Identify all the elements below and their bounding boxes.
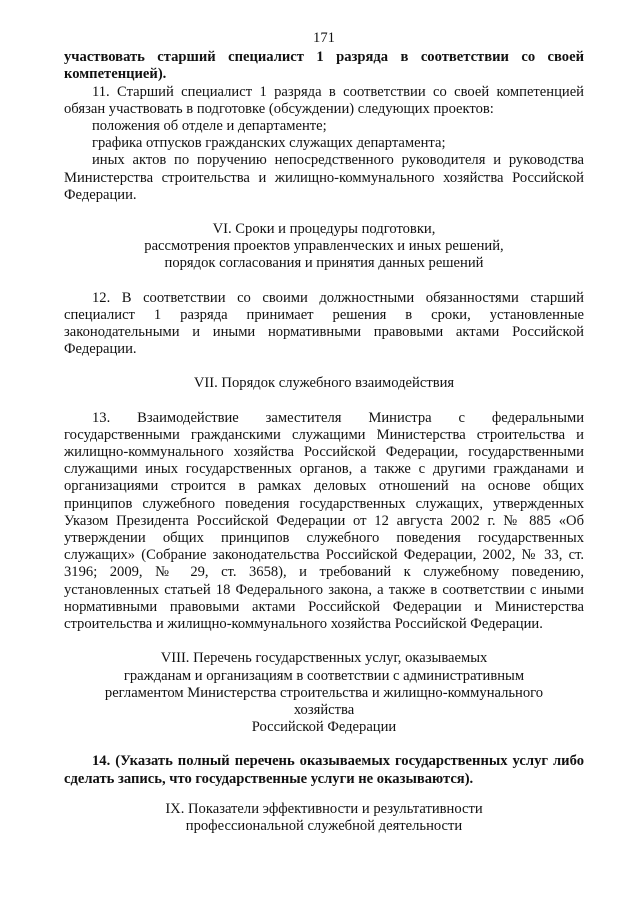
paragraph-14-number: 14.: [92, 753, 111, 770]
section-8-heading-line-4: хозяйства: [293, 701, 355, 718]
section-8-heading-line-2: гражданам и организациям в соответствии с административным: [123, 667, 525, 684]
section-8-heading-line-3: регламентом Министерства строительства и жилищно-коммунального: [104, 684, 544, 701]
paragraph-11-item-2: графика отпусков гражданских служащих департамента;: [92, 135, 446, 152]
page-number: 171: [313, 30, 335, 46]
section-6-heading-line-1: VI. Сроки и процедуры подготовки,: [212, 221, 436, 238]
paragraph-11-item-1: положения об отделе и департаменте;: [92, 118, 327, 135]
paragraph-13: 13. Взаимодействие заместителя Министра с федеральными государственными гражданскими служащими Министерства строительства и жилищно-коммунального хозяйства Российской Федерации, государственными служащими иных государственных органов, а также с другими гражданами и организациями строится в рамках деловых отношений на основе общих принципов служебного поведения государственных служащих, утвержденных Указом Президента Российской Федерации от 12 августа 2002 г. № 885 «Об утверждении общих принципов служебного поведения государственных служащих» (Собрание законодательства Российской Федерации, 2002, № 33, ст. 3196; 2009, № 29, ст. 3658), и требований к служебному поведению, установленных статьей 18 Федерального закона, а также в соответствии с иными нормативными правовыми актами Российской Федерации и Министерства строительства и жилищно-коммунального хозяйства Российской Федерации.: [64, 409, 584, 633]
paragraph-14-text: (Указать полный перечень оказываемых государственных услуг либо сделать запись, что государственные услуги не оказываются).: [64, 753, 584, 787]
paragraph-11: 11. Старший специалист 1 разряда в соответствии со своей компетенцией обязан участвовать в подготовке (обсуждении) следующих проектов:: [64, 83, 584, 117]
section-9-heading-line-2: профессиональной служебной деятельности: [185, 817, 463, 834]
section-9-heading-line-1: IX. Показатели эффективности и результативности: [165, 800, 483, 817]
section-6-heading-line-3: порядок согласования и принятия данных решений: [164, 255, 484, 272]
section-8-heading-line-5: Российской Федерации: [251, 719, 397, 736]
paragraph-12: 12. В соответствии со своими должностными обязанностями старший специалист 1 разряда принимает решения в сроки, установленные законодательными и иными нормативными правовыми актами Российской Федерации.: [64, 289, 584, 358]
intro-paragraph: участвовать старший специалист 1 разряда в соответствии со своей компетенцией).: [64, 49, 584, 83]
paragraph-14: [64, 753, 584, 787]
paragraph-11-item-3: иных актов по поручению непосредственного руководителя и руководства Министерства строительства и жилищно-коммунального хозяйства Российской Федерации.: [64, 152, 584, 203]
document-page: [64, 30, 584, 835]
section-6-heading-line-2: рассмотрения проектов управленческих и иных решений,: [144, 238, 504, 255]
section-7-heading: VII. Порядок служебного взаимодействия: [193, 375, 455, 392]
section-8-heading-line-1: VIII. Перечень государственных услуг, оказываемых: [160, 650, 488, 667]
